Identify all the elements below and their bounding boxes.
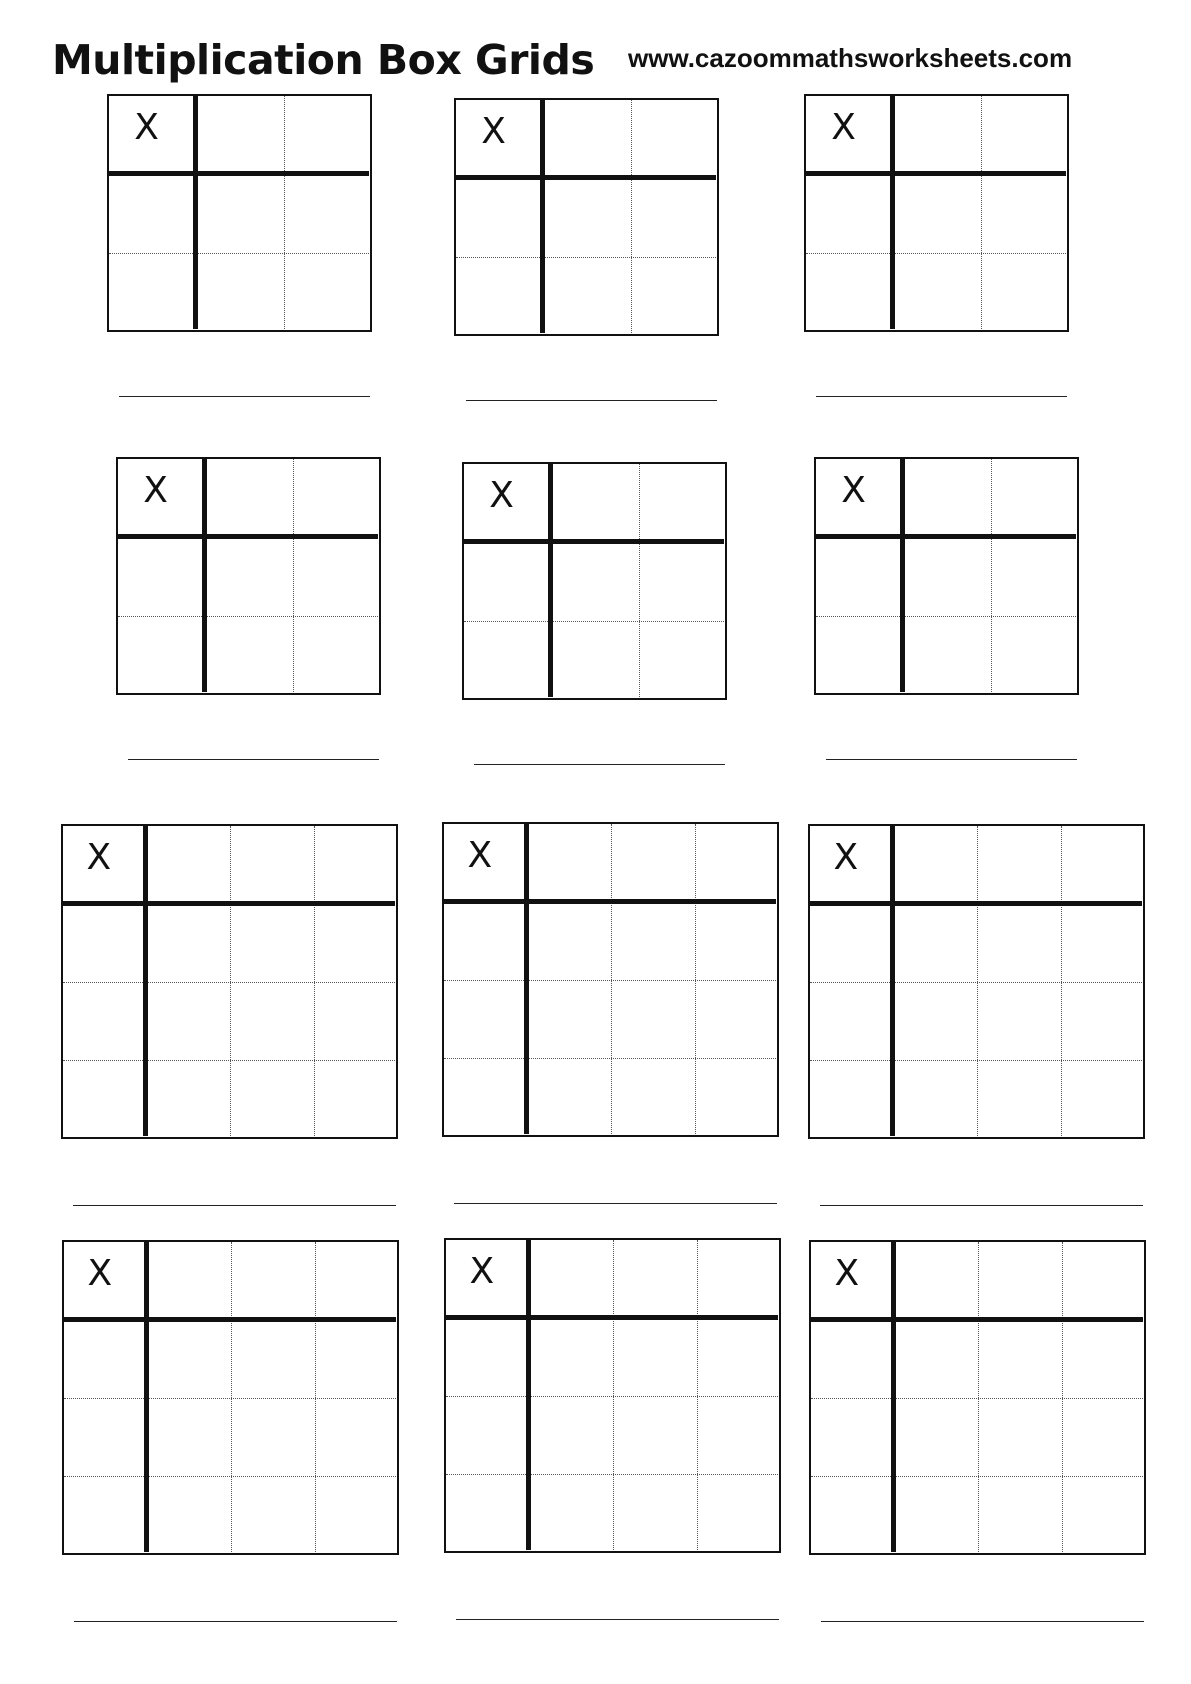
answer-line (826, 759, 1077, 760)
header-column-separator (890, 826, 895, 1136)
answer-line (456, 1619, 779, 1620)
grid-divider-horizontal (63, 1060, 395, 1061)
grid-divider-horizontal (64, 1398, 396, 1399)
grid-divider-horizontal (806, 253, 1066, 254)
grid-divider-horizontal (444, 1058, 776, 1059)
grid-divider-horizontal (810, 1060, 1142, 1061)
multiply-symbol: X (489, 475, 514, 517)
header-row-separator (464, 539, 724, 544)
multiply-symbol: X (134, 107, 159, 149)
multiply-symbol: X (841, 470, 866, 512)
header-row-separator (63, 901, 395, 906)
grid-divider-horizontal (118, 616, 378, 617)
answer-line (466, 400, 717, 401)
grid-divider-vertical (981, 96, 982, 329)
multiplication-grid (444, 1238, 781, 1553)
multiplication-grid (107, 94, 372, 332)
header-column-separator (891, 1242, 896, 1552)
multiplication-grid (454, 98, 719, 336)
header-row-separator (446, 1315, 778, 1320)
multiply-symbol: X (834, 1253, 860, 1295)
multiplication-grid (462, 462, 727, 700)
header-row-separator (816, 534, 1076, 539)
header-column-separator (144, 1242, 149, 1552)
multiplication-grid (442, 822, 779, 1137)
grid-divider-horizontal (811, 1476, 1143, 1477)
grid-divider-vertical (284, 96, 285, 329)
grid-divider-horizontal (456, 257, 716, 258)
grid-divider-horizontal (444, 980, 776, 981)
header-column-separator (143, 826, 148, 1136)
grid-divider-horizontal (446, 1396, 778, 1397)
answer-line (73, 1205, 396, 1206)
grid-divider-horizontal (464, 621, 724, 622)
header-column-separator (202, 459, 207, 692)
multiply-symbol: X (87, 1253, 113, 1295)
answer-line (119, 396, 370, 397)
multiplication-grid (808, 824, 1145, 1139)
multiply-symbol: X (833, 837, 859, 879)
multiply-symbol: X (831, 107, 856, 149)
multiply-symbol: X (481, 111, 506, 153)
multiplication-grid (61, 824, 398, 1139)
header-column-separator (540, 100, 545, 333)
header-column-separator (526, 1240, 531, 1550)
multiply-symbol: X (143, 470, 168, 512)
grid-divider-horizontal (109, 253, 369, 254)
header-column-separator (524, 824, 529, 1134)
grid-divider-horizontal (810, 982, 1142, 983)
answer-line (454, 1203, 777, 1204)
header-row-separator (444, 899, 776, 904)
multiplication-grid (814, 457, 1079, 695)
header-row-separator (456, 175, 716, 180)
answer-line (128, 759, 379, 760)
header-column-separator (900, 459, 905, 692)
grid-divider-horizontal (816, 616, 1076, 617)
header-row-separator (806, 171, 1066, 176)
multiplication-grid (62, 1240, 399, 1555)
website-url: www.cazoommathsworksheets.com (628, 43, 1073, 73)
header-row-separator (811, 1317, 1143, 1322)
header-row-separator (64, 1317, 396, 1322)
answer-line (74, 1621, 397, 1622)
multiplication-grid (116, 457, 381, 695)
multiply-symbol: X (467, 835, 493, 877)
grid-divider-vertical (639, 464, 640, 697)
multiply-symbol: X (86, 837, 112, 879)
answer-line (820, 1205, 1143, 1206)
answer-line (474, 764, 725, 765)
answer-line (816, 396, 1067, 397)
answer-line (821, 1621, 1144, 1622)
header-row-separator (118, 534, 378, 539)
header-column-separator (548, 464, 553, 697)
grid-divider-horizontal (64, 1476, 396, 1477)
multiplication-grid (804, 94, 1069, 332)
header-column-separator (193, 96, 198, 329)
header-row-separator (810, 901, 1142, 906)
multiply-symbol: X (469, 1251, 495, 1293)
page-title: Multiplication Box Grids (52, 36, 595, 84)
multiplication-grid (809, 1240, 1146, 1555)
grid-divider-vertical (991, 459, 992, 692)
grid-divider-horizontal (811, 1398, 1143, 1399)
header-row-separator (109, 171, 369, 176)
header-column-separator (890, 96, 895, 329)
grid-divider-horizontal (63, 982, 395, 983)
grid-divider-vertical (631, 100, 632, 333)
grid-divider-horizontal (446, 1474, 778, 1475)
grid-divider-vertical (293, 459, 294, 692)
